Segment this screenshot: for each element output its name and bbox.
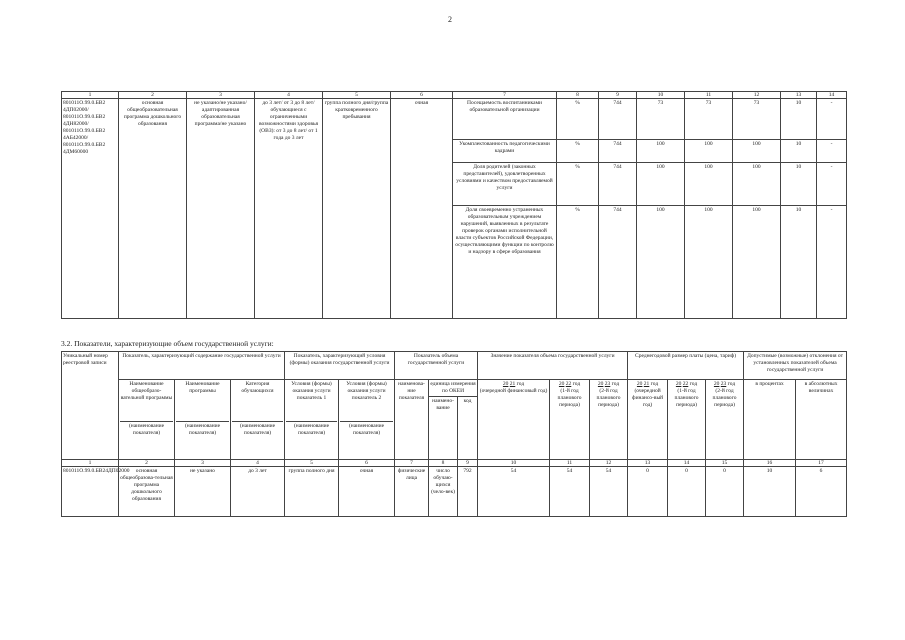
unit: % xyxy=(557,206,599,319)
value-year1: 54 xyxy=(478,467,550,517)
sub-header-note: (наименование показателя) xyxy=(120,421,173,437)
sub-header-price-year2 xyxy=(668,380,706,460)
header-content: Показатель, характеризующий содержание государственной услуги xyxy=(119,352,285,380)
deviation-abs: 6 xyxy=(796,467,847,517)
header-registry-number: Уникальный номер реестровой записи xyxy=(62,352,119,460)
deviation-pct: 10 xyxy=(781,140,817,163)
sub-header-label: Наименование программы xyxy=(185,381,220,394)
col-number: 17 xyxy=(796,460,847,467)
year-prefix: 20 xyxy=(713,381,720,387)
value-year3: 100 xyxy=(733,206,781,319)
col-number: 3 xyxy=(187,92,255,99)
col-number: 7 xyxy=(395,460,429,467)
value-year2: 54 xyxy=(550,467,590,517)
sub-header-condition-1 xyxy=(285,380,339,460)
year-note: (очередной финансо-вый год) xyxy=(632,388,664,408)
year-note: (1-й год планового периода) xyxy=(557,388,582,408)
value-year3: 100 xyxy=(733,163,781,206)
header-deviation: Допустимые (возможные) отклонения от установленных показателей объема государственной услуги xyxy=(744,352,847,380)
year-prefix: 20 xyxy=(597,381,604,387)
sub-header-year1 xyxy=(478,380,550,460)
value-year2: 100 xyxy=(685,206,733,319)
col-number: 1 xyxy=(62,460,119,467)
col-number: 1 xyxy=(62,92,119,99)
sub-header-unit: единица измерения по ОКЕИ xyxy=(429,380,478,397)
value-year1: 100 xyxy=(637,140,685,163)
sub-header-volume-name: наименова-ние показателя xyxy=(395,380,429,460)
sub-header-year2 xyxy=(550,380,590,460)
unit-name-cell: число обучаю-щихся (чело-век) xyxy=(429,467,458,517)
sub-header-category xyxy=(231,380,285,460)
year-prefix: 20 xyxy=(675,381,682,387)
form-cell: очная xyxy=(391,99,453,319)
sub-header-note: (наименование показателя) xyxy=(340,421,393,437)
deviation-pct: 10 xyxy=(744,467,796,517)
sub-header-year3 xyxy=(590,380,628,460)
section-title: 3.2. Показатели, характеризующие объем государственной услуги: xyxy=(61,339,274,348)
sub-header-note: (наименование показателя) xyxy=(176,421,229,437)
deviation-abs: - xyxy=(817,140,847,163)
value-year3: 73 xyxy=(733,99,781,140)
condition-cell: группа полного дня xyxy=(285,467,339,517)
unit-code-cell: 792 xyxy=(458,467,478,517)
col-number: 6 xyxy=(391,92,453,99)
header-value: Значение показателя объема государственной услуги xyxy=(478,352,628,380)
col-number: 8 xyxy=(557,92,599,99)
col-number: 5 xyxy=(285,460,339,467)
header-row xyxy=(62,380,847,397)
value-year2: 73 xyxy=(685,99,733,140)
okei-code: 744 xyxy=(599,140,637,163)
header-volume: Показатель объема государственной услуги xyxy=(395,352,478,380)
okei-code: 744 xyxy=(599,206,637,319)
sub-header-label: Категория обучающихся xyxy=(241,381,274,394)
value-year2: 100 xyxy=(685,163,733,206)
col-number: 15 xyxy=(706,460,744,467)
value-year3: 100 xyxy=(733,140,781,163)
sub-header-abs: в абсолютных величинах xyxy=(796,380,847,460)
year-value: 21 xyxy=(643,381,650,387)
year-suffix: год xyxy=(689,381,698,387)
program-type-cell: не указано/не указано/ адаптированная образовательная программа/не указано xyxy=(187,99,255,319)
year-value: 21 xyxy=(509,381,516,387)
col-number: 2 xyxy=(119,460,175,467)
col-number: 10 xyxy=(637,92,685,99)
category-cell: до 3 лет/ от 3 до 8 лет/ обучающиеся с ограниченными возможностями здоровья (ОВЗ): от 3 до 8 лет/ от 1 года до 3 лет xyxy=(255,99,323,319)
col-number: 4 xyxy=(255,92,323,99)
deviation-abs: - xyxy=(817,206,847,319)
program-cell: основная общеобразовательная программа дошкольного образования xyxy=(119,99,187,319)
header-row xyxy=(62,352,847,380)
form-cell: очная xyxy=(339,467,395,517)
year-value: 22 xyxy=(565,381,572,387)
sub-header-condition-2 xyxy=(339,380,395,460)
col-number: 12 xyxy=(590,460,628,467)
header-price: Среднегодовой размер платы (цена, тариф) xyxy=(628,352,744,380)
deviation-abs: - xyxy=(817,99,847,140)
col-number: 2 xyxy=(119,92,187,99)
indicator-name: Укомплектованность педагогическими кадрами xyxy=(453,140,557,163)
year-value: 22 xyxy=(682,381,689,387)
program-cell: основная общеобразова-тельная программа дошкольного образования xyxy=(119,467,175,517)
indicator-name: Доля своевременно устраненных образовательным учреждением нарушений, выявленных в результате проверок органами исполнительной власти субъектов Российской Федерации, осуществляющими функции по контролю и надзору в сфере образования xyxy=(453,206,557,319)
column-number-row xyxy=(62,460,847,467)
price-year2: 0 xyxy=(668,467,706,517)
table-row xyxy=(62,467,847,517)
page-number: 2 xyxy=(448,15,452,24)
price-year1: 0 xyxy=(628,467,668,517)
registry-number-cell: 801011О.99.0.БВ2 4ДП02000/ 801011О.99.0.БВ2 4ДН82000/ 801011О.99.0.БВ2 4АБ42000/ 801011О.99.0.БВ2 4ДМ60000 xyxy=(62,99,119,319)
col-number: 7 xyxy=(453,92,557,99)
condition-cell: группа полного дня/группа кратковременного пребывания xyxy=(323,99,391,319)
col-number: 4 xyxy=(231,460,285,467)
sub-header-unit-code: код xyxy=(458,397,478,460)
col-number: 9 xyxy=(599,92,637,99)
col-number: 12 xyxy=(733,92,781,99)
volume-indicators-table xyxy=(61,351,847,517)
sub-header-price-year1 xyxy=(628,380,668,460)
table-row xyxy=(62,99,847,140)
sub-header-note: (наименование показателя) xyxy=(232,421,283,437)
col-number: 8 xyxy=(429,460,458,467)
deviation-pct: 10 xyxy=(781,99,817,140)
okei-code: 744 xyxy=(599,163,637,206)
indicator-name: Посещаемость воспитанниками образовательной организации xyxy=(453,99,557,140)
year-note: (2-й год планового периода) xyxy=(596,388,621,408)
deviation-abs: - xyxy=(817,163,847,206)
value-year1: 100 xyxy=(637,206,685,319)
sub-header-pct: в процентах xyxy=(744,380,796,460)
column-number-row xyxy=(62,92,847,99)
year-value: 23 xyxy=(720,381,727,387)
col-number: 16 xyxy=(744,460,796,467)
header-conditions: Показатель, характеризующий условия (формы) оказания государственной услуги xyxy=(285,352,395,380)
price-year3: 0 xyxy=(706,467,744,517)
col-number: 3 xyxy=(175,460,231,467)
deviation-pct: 10 xyxy=(781,206,817,319)
year-suffix: год xyxy=(572,381,581,387)
registry-number-cell: 801011О.99.0.БВ24ДП02000 xyxy=(62,467,119,517)
col-number: 13 xyxy=(781,92,817,99)
col-number: 14 xyxy=(668,460,706,467)
okei-code: 744 xyxy=(599,99,637,140)
year-note: (2-й год планового периода) xyxy=(712,388,737,408)
value-year1: 73 xyxy=(637,99,685,140)
quality-indicators-table xyxy=(61,91,847,319)
year-note: (1-й год планового периода) xyxy=(674,388,699,408)
unit: % xyxy=(557,140,599,163)
year-suffix: год xyxy=(727,381,736,387)
sub-header-program xyxy=(119,380,175,460)
sub-header-label: Условия (формы) оказания услуги показатель 1 xyxy=(291,381,332,401)
year-prefix: 20 xyxy=(502,381,509,387)
sub-header-label: Наименование общеобразо-вательной программы xyxy=(120,381,173,401)
col-number: 13 xyxy=(628,460,668,467)
category-cell: до 3 лет xyxy=(231,467,285,517)
deviation-pct: 10 xyxy=(781,163,817,206)
sub-header-label: Условия (формы) оказания услуги показатель 2 xyxy=(346,381,387,401)
indicator-name: Доля родителей (законных представителей), удовлетворенных условиями и качеством предоставляемой услуги xyxy=(453,163,557,206)
program-type-cell: не указано xyxy=(175,467,231,517)
year-note: (очередной финансовый год) xyxy=(479,388,548,394)
col-number: 11 xyxy=(550,460,590,467)
col-number: 6 xyxy=(339,460,395,467)
year-prefix: 20 xyxy=(636,381,643,387)
col-number: 5 xyxy=(323,92,391,99)
col-number: 11 xyxy=(685,92,733,99)
volume-name-cell: физические лица xyxy=(395,467,429,517)
year-suffix: год xyxy=(516,381,525,387)
unit: % xyxy=(557,99,599,140)
sub-header-program-name xyxy=(175,380,231,460)
sub-header-price-year3 xyxy=(706,380,744,460)
value-year3: 54 xyxy=(590,467,628,517)
year-value: 23 xyxy=(604,381,611,387)
unit: % xyxy=(557,163,599,206)
year-suffix: год xyxy=(650,381,659,387)
value-year2: 100 xyxy=(685,140,733,163)
col-number: 14 xyxy=(817,92,847,99)
year-suffix: год xyxy=(611,381,620,387)
sub-header-note: (наименование показателя) xyxy=(286,421,337,437)
value-year1: 100 xyxy=(637,163,685,206)
col-number: 9 xyxy=(458,460,478,467)
sub-header-unit-name: наимено-вание xyxy=(429,397,458,460)
col-number: 10 xyxy=(478,460,550,467)
year-prefix: 20 xyxy=(558,381,565,387)
